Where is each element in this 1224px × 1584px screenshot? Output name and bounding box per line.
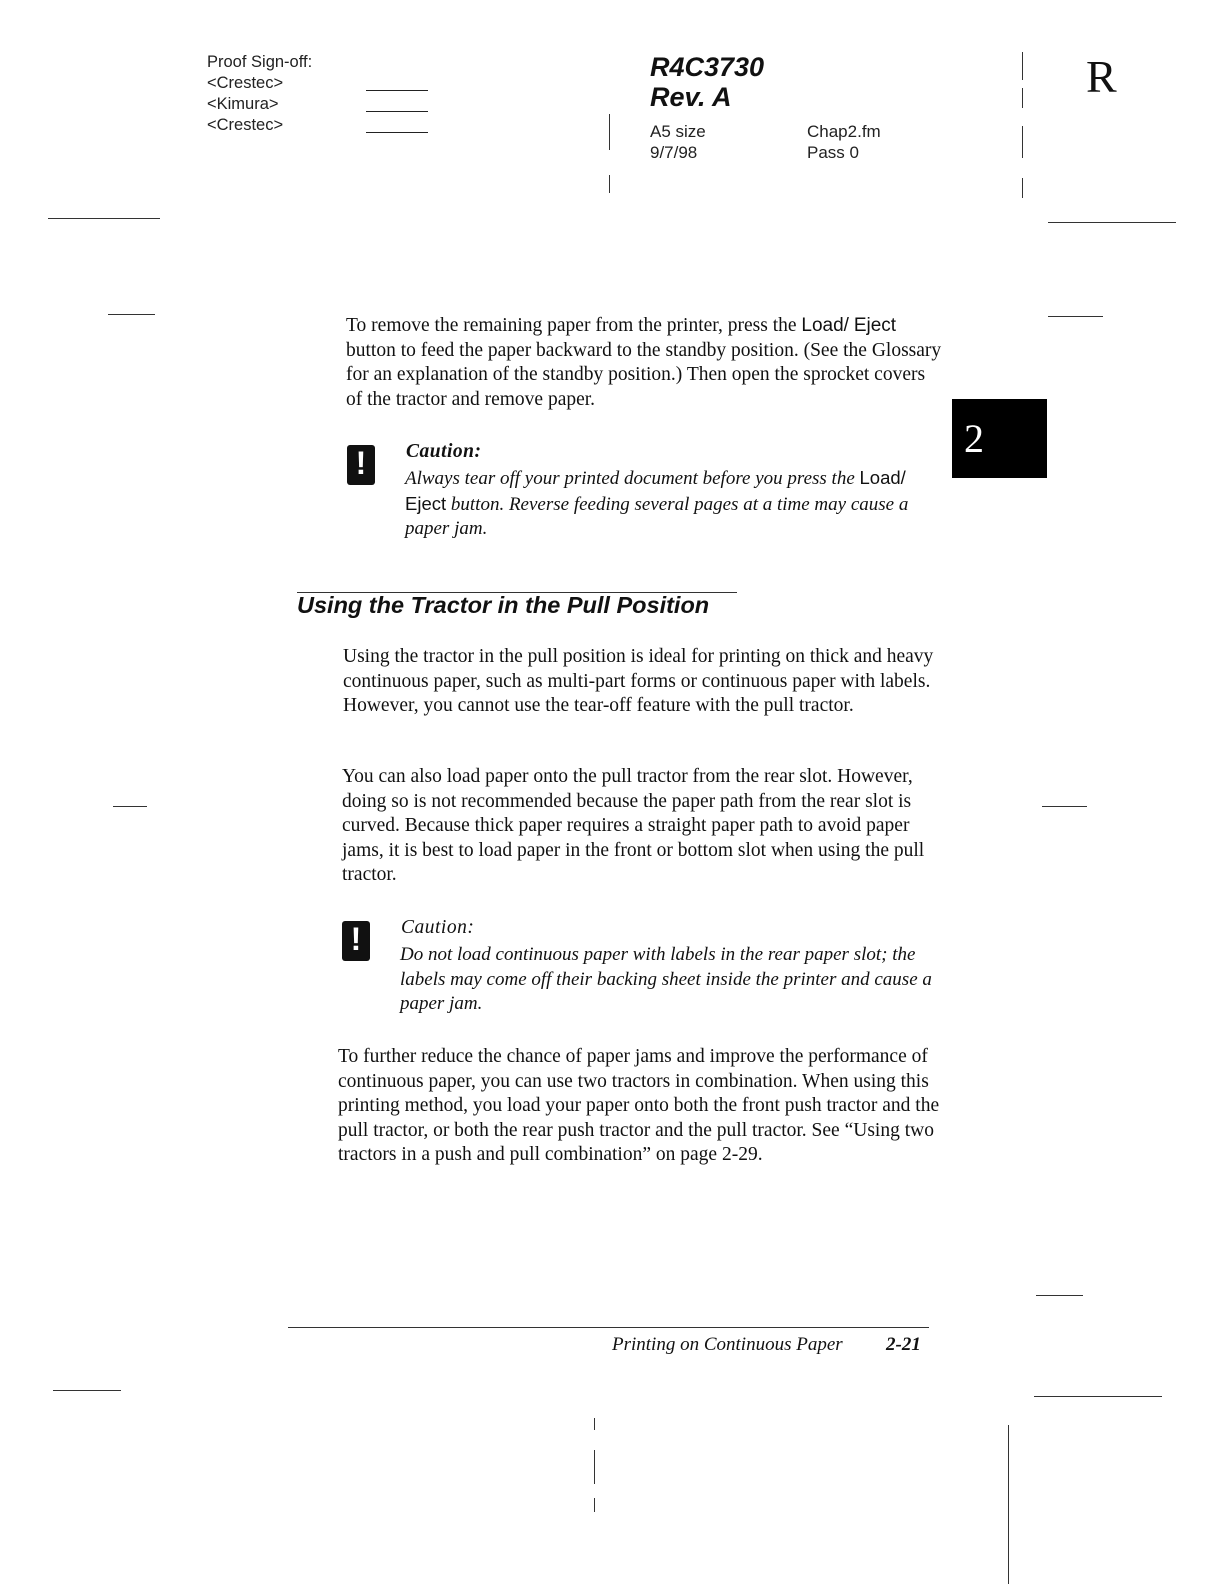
doc-file: Chap2.fm bbox=[807, 122, 881, 141]
caution1-load-key: Load/ bbox=[859, 467, 906, 488]
intro-text-2: button to feed the paper backward to the standby position. (See the Glossary for an explanation of the standby position.) Then open the sprocket covers of the tractor and remove paper. bbox=[346, 339, 942, 410]
chapter-tab-number: 2 bbox=[964, 416, 984, 461]
bottom-crop-line-2 bbox=[594, 1450, 595, 1484]
crop-mark-left-1 bbox=[48, 218, 160, 219]
caution-icon-2 bbox=[342, 921, 370, 961]
signoff-line-2 bbox=[366, 111, 428, 112]
doc-size: A5 size bbox=[650, 122, 706, 141]
right-crop-line-4 bbox=[1022, 178, 1023, 198]
crop-mark-right-1 bbox=[1048, 222, 1176, 223]
paragraph-2: You can also load paper onto the pull tractor from the rear slot. However, doing so is not recommended because the paper path from the rear slot is curved. Because thick paper requires a straight paper path to avoid paper jams, it is best to load paper in the front or bottom slot when using the pull tractor. bbox=[342, 766, 925, 885]
exclamation-icon-2: ! bbox=[350, 921, 362, 957]
bottom-crop-line-1 bbox=[594, 1418, 595, 1430]
crop-mark-left-2 bbox=[108, 314, 155, 315]
corner-mark: R bbox=[1086, 51, 1117, 102]
exclamation-icon: ! bbox=[355, 445, 367, 481]
caution-body-2: Do not load continuous paper with labels in the rear paper slot; the labels may come off their backing sheet inside the printer and cause a paper jam. bbox=[400, 944, 932, 1014]
crop-mark-right-5 bbox=[1034, 1396, 1162, 1397]
bottom-crop-line-right bbox=[1008, 1425, 1009, 1584]
caution-icon bbox=[347, 445, 375, 485]
doc-date: 9/7/98 bbox=[650, 143, 698, 162]
header-divider-short bbox=[609, 175, 610, 193]
eject-key-label: Eject bbox=[853, 315, 897, 336]
load-key-label: Load/ bbox=[801, 315, 849, 336]
doc-number: R4C3730 bbox=[650, 52, 765, 82]
header-divider bbox=[609, 114, 610, 150]
signoff-3: <Crestec> bbox=[207, 116, 284, 134]
doc-size-date bbox=[650, 121, 706, 163]
doc-id-block bbox=[650, 52, 764, 112]
signoff-line-1 bbox=[366, 90, 428, 91]
signoff-1: <Crestec> bbox=[207, 74, 284, 92]
crop-mark-right-4 bbox=[1036, 1295, 1083, 1296]
caution-body-1 bbox=[405, 466, 950, 542]
right-crop-line-1 bbox=[1022, 52, 1023, 80]
crop-mark-right-3 bbox=[1042, 806, 1087, 807]
caution1-text-2: button. Reverse feeding several pages at a time may cause a paper jam. bbox=[405, 493, 909, 539]
doc-pass: Pass 0 bbox=[807, 143, 859, 162]
caution-title-2: Caution: bbox=[401, 917, 475, 938]
chapter-tab bbox=[952, 399, 1047, 478]
intro-text-1: To remove the remaining paper from the printer, press the bbox=[346, 315, 802, 336]
footer-chapter-title: Printing on Continuous Paper bbox=[612, 1334, 843, 1355]
intro-paragraph bbox=[346, 314, 942, 412]
signoff-line-3 bbox=[366, 132, 428, 133]
proof-label: Proof Sign-off: bbox=[207, 53, 313, 71]
paragraph-1: Using the tractor in the pull position is ideal for printing on thick and heavy continuous paper, such as multi-part forms or continuous paper with labels. However, you cannot use the tear-off feature with the pull tractor. bbox=[343, 646, 934, 716]
footer-rule bbox=[288, 1327, 929, 1328]
crop-mark-right-2 bbox=[1048, 316, 1103, 317]
right-crop-line-2 bbox=[1022, 88, 1023, 108]
doc-file-pass bbox=[807, 121, 881, 163]
closing-paragraph: To further reduce the chance of paper jams and improve the performance of continuous paper, you can use two tractors in combination. When using this printing method, you load your paper onto both the front push tractor and the pull tractor, or both the rear push tractor and the pull tractor. See “Using two tractors in a push and pull combination” on page 2-29. bbox=[338, 1046, 940, 1165]
signoff-2: <Kimura> bbox=[207, 95, 279, 113]
caution1-text-1: Always tear off your printed document before you press the bbox=[405, 468, 860, 489]
caution-title-1: Caution: bbox=[406, 441, 482, 462]
section-title: Using the Tractor in the Pull Position bbox=[297, 592, 710, 618]
footer-page-number: 2-21 bbox=[886, 1334, 921, 1355]
crop-mark-left-3 bbox=[113, 806, 147, 807]
crop-mark-left-4 bbox=[53, 1390, 121, 1391]
bottom-crop-line-3 bbox=[594, 1498, 595, 1512]
revision: Rev. A bbox=[650, 82, 732, 112]
caution1-eject-key: Eject bbox=[405, 492, 447, 514]
right-crop-line-3 bbox=[1022, 126, 1023, 158]
proof-signoff-block bbox=[207, 52, 312, 136]
